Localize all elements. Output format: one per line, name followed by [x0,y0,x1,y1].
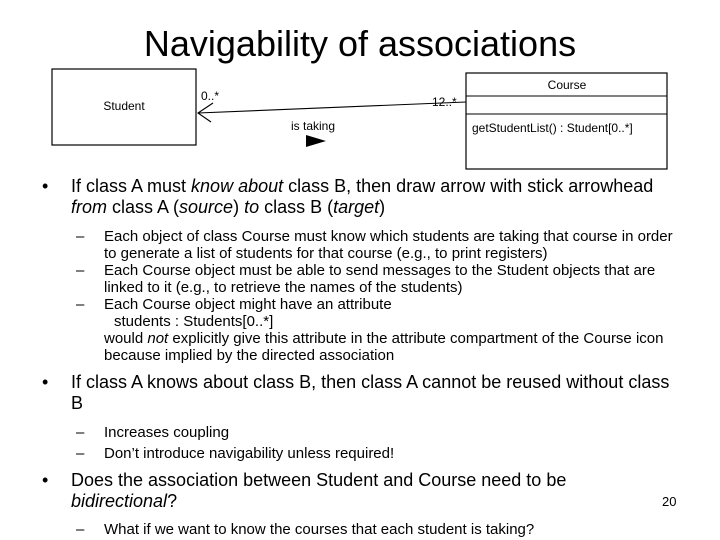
student-multiplicity: 0..* [201,89,220,103]
page-number: 20 [662,494,677,509]
sub-bullet-2-1: – Increases coupling [76,424,230,441]
sub-bullet-1-3: – Each Course object might have an attribute students : Students[0..*] would not explicitly give this attribute in the attribute compartment of the Course icon because implied by the directed association [76,296,664,364]
course-class-name: Course [547,78,587,92]
sub-bullet-2-2: – Don’t introduce navigability unless required! [76,445,395,462]
uml-diagram [0,0,720,175]
course-multiplicity: 12..* [432,95,457,109]
student-class-name: Student [103,99,145,113]
bullet-1: • If class A must know about class B, then draw arrow with stick arrowhead from class A (source) to class B (target) – Each object of class Course must know which students are taking that course in order to generate a list of students for that course (e.g., to print registers) – Each Course object must be able to send messages to the Student objects that are linked to it (e.g., to retrieve the names of the students) – Each Course object might have an attribute students : Students[0..*] would not explicitly give this attribute in the attribute compartment of the Course icon because implied by the directed association [34,176,684,364]
slide-title: Navigability of associations [143,23,577,64]
course-operation: getStudentList() : Student[0..*] [472,121,633,135]
bullet-2: • If class A knows about class B, then class A cannot be reused without class B – Increases coupling – Don’t introduce navigability unless required! [34,372,684,462]
bullet-3: • Does the association between Student and Course need to be bidirectional? – What if we want to know the courses that each student is taking? [34,470,684,538]
sub-bullet-1-1: – Each object of class Course must know which students are taking that course in order to generate a list of students for that course (e.g., to print registers) [76,228,673,262]
association-label: is taking [291,119,336,133]
sub-bullet-1-2: – Each Course object must be able to send messages to the Student objects that are linked to it (e.g., to retrieve the names of the students) [76,262,656,296]
sub-bullet-3-1: – What if we want to know the courses that each student is taking? [76,521,535,538]
slide-body [34,176,684,538]
association-line [198,102,466,113]
reading-direction-triangle [306,135,326,147]
